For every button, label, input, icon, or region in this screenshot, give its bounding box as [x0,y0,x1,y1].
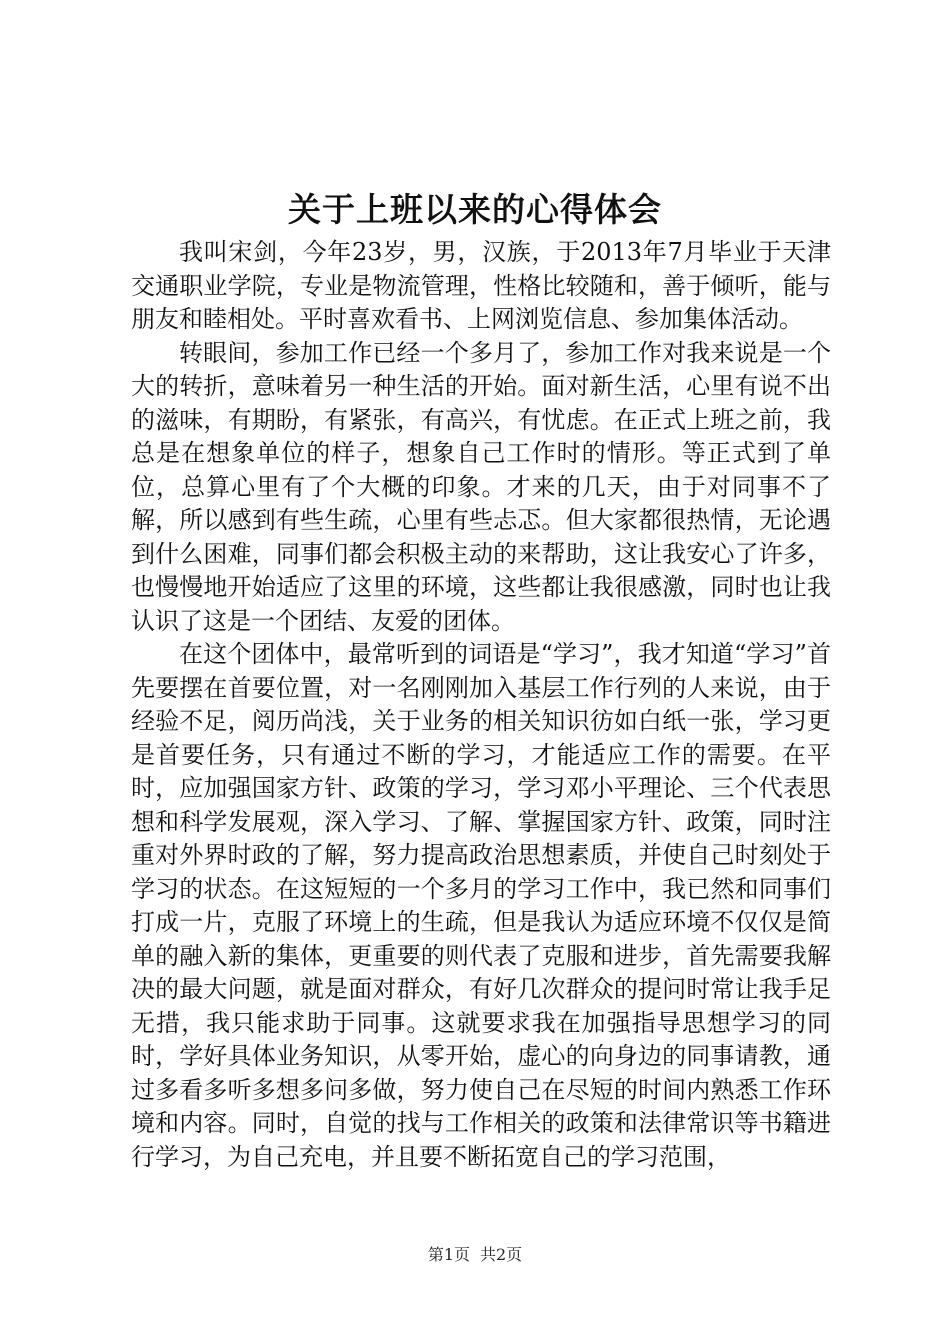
document-title: 关于上班以来的心得体会 [288,190,662,229]
paragraph-first-month: 转眼间，参加工作已经一个多月了，参加工作对我来说是一个大的转折，意味着另一种生活的开始。面对新生活，心里有说不出的滋味，有期盼，有紧张，有高兴，有忧虑。在正式上班之前，我总是在想象单位的样子，想象自己工作时的情形。等正式到了单位，总算心里有了个大概的印象。才来的几天，由于对同事不了解，所以感到有些生疏，心里有些忐忑。但大家都很热情，无论遇到什么困难，同事们都会积极主动的来帮助，这让我安心了许多，也慢慢地开始适应了这里的环境，这些都让我很感激，同时也让我认识了这是一个团结、友爱的团体。 [131,338,831,635]
page-number: 第1页 [427,1245,470,1264]
page-total: 共2页 [480,1245,523,1264]
document-body [131,236,831,1174]
page-footer [0,1244,950,1266]
paragraph-learning: 在这个团体中，最常听到的词语是“学习”，我才知道“学习”首先要摆在首要位置，对一名刚刚加入基层工作行列的人来说，由于经验不足，阅历尚浅，关于业务的相关知识彷如白纸一张，学习更是首要任务，只有通过不断的学习，才能适应工作的需要。在平时，应加强国家方针、政策的学习，学习邓小平理论、三个代表思想和科学发展观，深入学习、了解、掌握国家方针、政策，同时注重对外界时政的了解，努力提高政治思想素质，并使自己时刻处于学习的状态。在这短短的一个多月的学习工作中，我已然和同事们打成一片，克服了环境上的生疏，但是我认为适应环境不仅仅是简单的融入新的集体，更重要的则代表了克服和进步，首先需要我解决的最大问题，就是面对群众，有好几次群众的提问时常让我手足无措，我只能求助于同事。这就要求我在加强指导思想学习的同时，学好具体业务知识，从零开始，虚心的向身边的同事请教，通过多看多听多想多问多做，努力使自己在尽短的时间内熟悉工作环境和内容。同时，自觉的找与工作相关的政策和法律常识等书籍进行学习，为自己充电，并且要不断拓宽自己的学习范围， [131,640,831,1171]
paragraph-intro: 我叫宋剑，今年23岁，男，汉族，于2013年7月毕业于天津交通职业学院，专业是物流管理，性格比较随和，善于倾听，能与朋友和睦相处。平时喜欢看书、上网浏览信息、参加集体活动。 [131,238,831,333]
